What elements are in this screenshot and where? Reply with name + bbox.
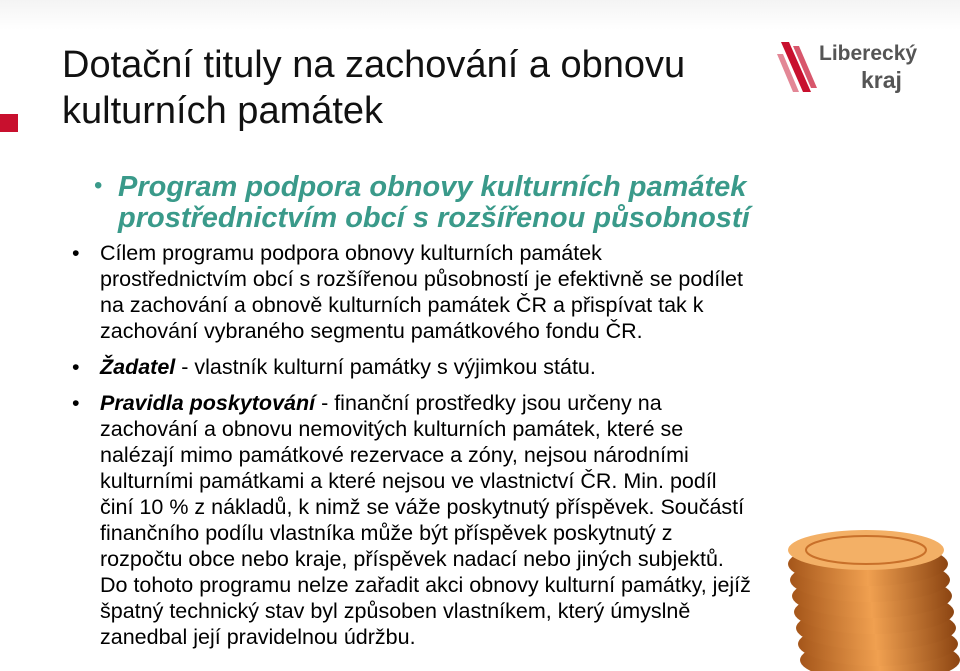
rules-label: Pravidla poskytování <box>100 391 316 415</box>
subtitle-bullet: • <box>94 172 103 199</box>
rules-line-9: zanedbal její pravidelnou údržbu. <box>100 625 416 649</box>
bullet-marker: • <box>72 355 80 379</box>
rules-line-3: kulturními památkami a které nejsou ve vlastnictví ČR. Min. podíl <box>100 469 717 493</box>
header-decoration <box>0 0 960 30</box>
bullet-marker: • <box>72 391 80 415</box>
bullet-rules <box>72 390 912 650</box>
rules-line-2: nalézají mimo památkové rezervace a zóny, nejsou národními <box>100 443 689 467</box>
subtitle-line-1: Program podpora obnovy kulturních památek <box>118 171 747 203</box>
applicant-text: - vlastník kulturní památky s výjimkou státu. <box>175 355 596 379</box>
bullet-goal <box>72 240 912 344</box>
bullet-marker: • <box>72 241 80 265</box>
applicant-label: Žadatel <box>100 355 176 379</box>
bullet-list <box>72 240 912 660</box>
goal-line-3: na zachování a obnově kulturních památek ČR a přispívat tak k <box>100 293 704 317</box>
accent-square <box>0 114 18 132</box>
slide-title <box>62 42 762 134</box>
rules-line-4: činí 10 % z nákladů, k nimž se váže poskytnutý příspěvek. Součástí <box>100 495 745 519</box>
subtitle-line-2: prostřednictvím obcí s rozšířenou působností <box>118 202 750 234</box>
liberecky-kraj-logo <box>775 36 925 96</box>
goal-line-4: zachování vybraného segmentu památkového fondu ČR. <box>100 319 643 343</box>
rules-text-first: - finanční prostředky jsou určeny na <box>315 391 662 415</box>
rules-line-1: zachování a obnovu nemovitých kulturních památek, které se <box>100 417 684 441</box>
rules-line-8: špatný technický stav byl způsoben vlastníkem, který úmyslně <box>100 599 691 623</box>
bullet-applicant <box>72 354 912 380</box>
logo-stripes-icon <box>777 42 817 92</box>
title-line-1: Dotační tituly na zachování a obnovu <box>62 44 686 86</box>
title-line-2: kulturních památek <box>62 90 384 132</box>
program-subtitle <box>94 171 878 234</box>
logo-text-line2: kraj <box>861 67 902 93</box>
goal-line-2: prostřednictvím obcí s rozšířenou působností je efektivně se podílet <box>100 267 743 291</box>
rules-line-6: rozpočtu obce nebo kraje, příspěvek nadací nebo jiných subjektů. <box>100 547 724 571</box>
rules-line-7: Do tohoto programu nelze zařadit akci obnovy kulturní památky, jejíž <box>100 573 751 597</box>
goal-line-1: Cílem programu podpora obnovy kulturních památek <box>100 241 602 265</box>
logo-text-line1: Liberecký <box>819 42 918 65</box>
rules-line-5: finančního podílu vlastníka může být příspěvek poskytnutý z <box>100 521 673 545</box>
